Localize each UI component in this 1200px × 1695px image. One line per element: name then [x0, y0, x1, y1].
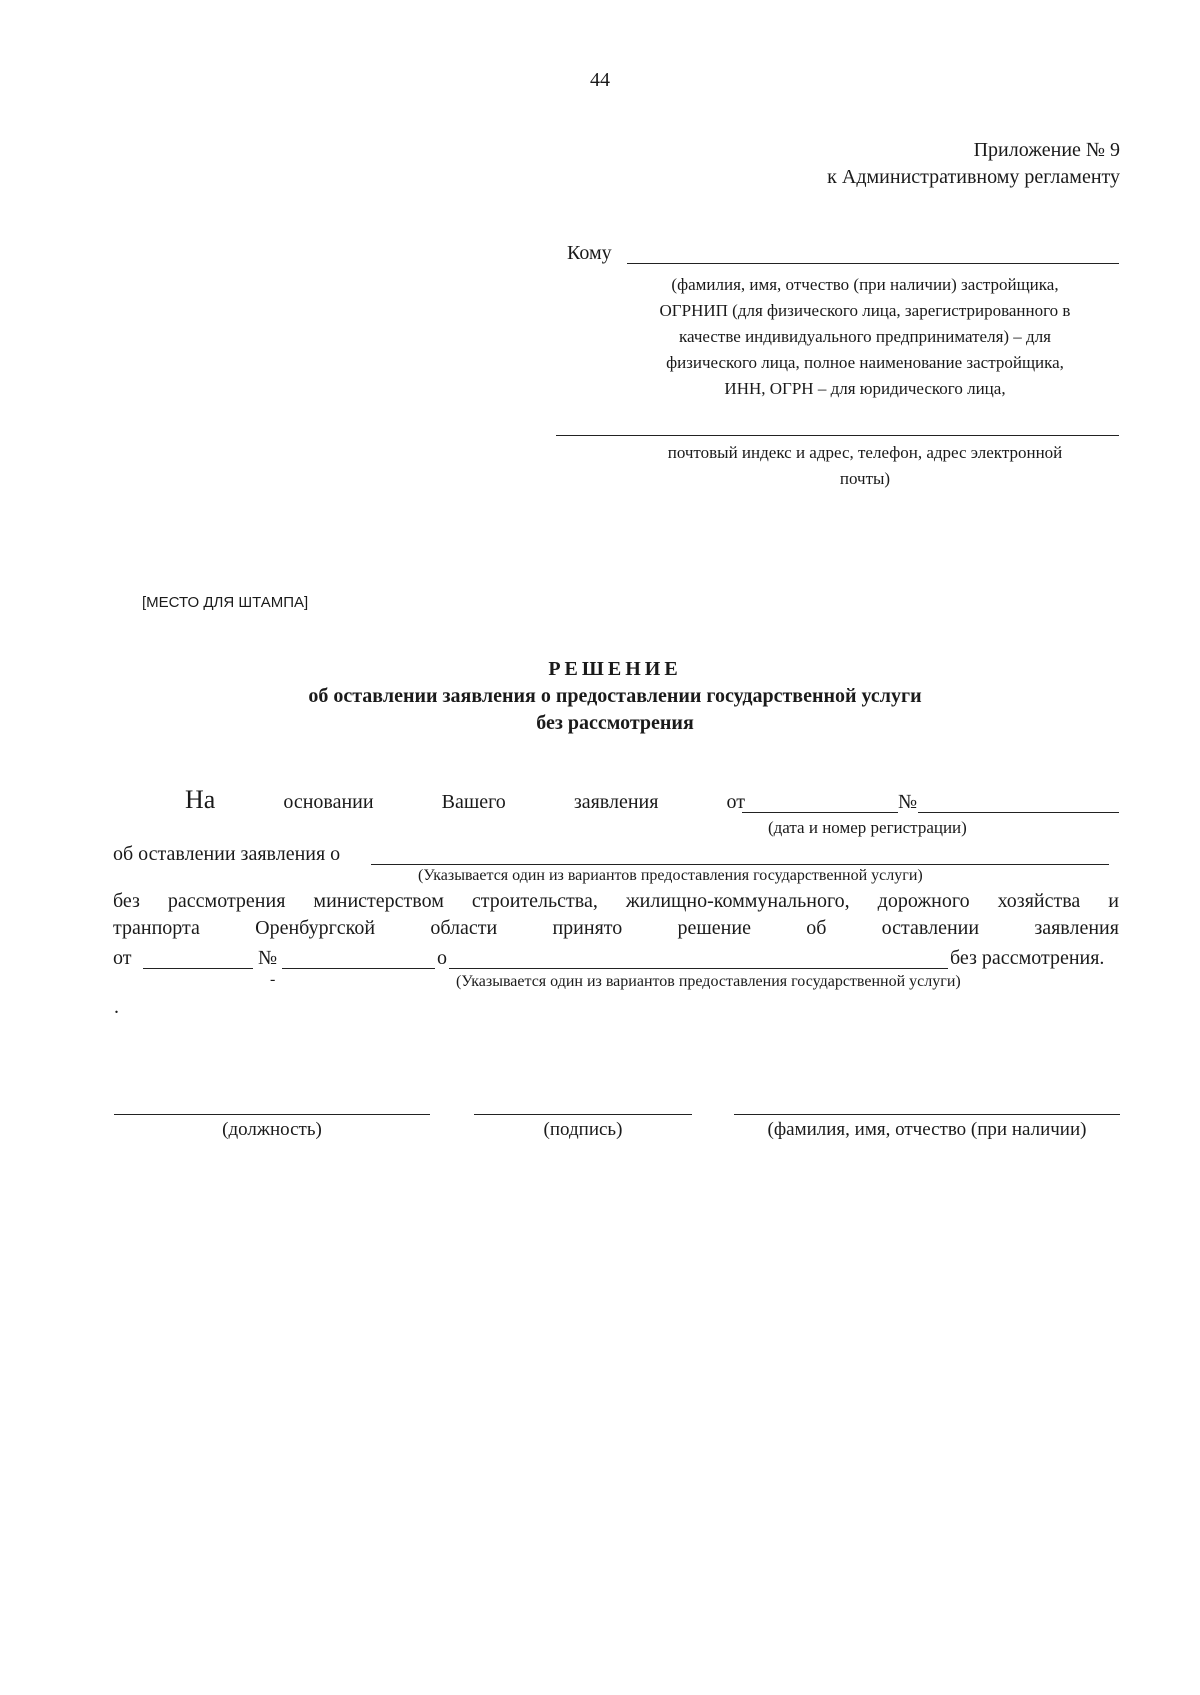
stamp-placeholder: [МЕСТО ДЛЯ ШТАМПА]: [142, 594, 309, 611]
recipient-field[interactable]: [627, 263, 1119, 264]
decision-service-field[interactable]: [449, 968, 948, 969]
date-field[interactable]: [742, 812, 898, 813]
decision-subtitle: об оставлении заявления о предоставлении государственной услуги: [308, 685, 922, 707]
row5-from: от: [113, 947, 132, 969]
row4: [113, 916, 1119, 940]
word: решение: [677, 917, 751, 939]
word: дорожного: [877, 890, 970, 912]
word: и: [1108, 890, 1119, 912]
word: заявления: [573, 791, 659, 813]
page-number: 44: [590, 69, 610, 91]
recipient-hint-line: ОГРНИП (для физического лица, зарегистрированного в: [659, 301, 1071, 320]
number-field[interactable]: [918, 812, 1119, 813]
row5-number-sign: №: [258, 947, 278, 969]
word: строительства,: [471, 890, 598, 912]
service-field[interactable]: [371, 864, 1109, 865]
recipient-label: Кому: [567, 242, 612, 264]
word: Вашего: [441, 791, 506, 813]
date-number-hint: (дата и номер регистрации): [768, 818, 967, 837]
word: жилищно-коммунального,: [625, 890, 850, 912]
row1: [185, 785, 745, 817]
address-hint-line: почтовый индекс и адрес, телефон, адрес электронной: [667, 443, 1063, 462]
service-hint: (Указывается один из вариантов предоставления государственной услуги): [418, 867, 923, 884]
word: основании: [283, 791, 374, 813]
number-sign: №: [898, 791, 918, 813]
row5-about: о: [437, 947, 447, 969]
word: принято: [552, 917, 623, 939]
word: хозяйства: [997, 890, 1081, 912]
decision-subtitle-2: без рассмотрения: [536, 712, 694, 734]
word: На: [185, 785, 216, 814]
row3: [113, 889, 1119, 913]
word: об: [806, 917, 827, 939]
decision-number-field[interactable]: [282, 968, 435, 969]
word: министерством: [313, 890, 444, 912]
full-name-label: (фамилия, имя, отчество (при наличии): [767, 1119, 1087, 1140]
recipient-hint: [600, 275, 1130, 405]
row2-label: об оставлении заявления о: [113, 843, 341, 865]
recipient-hint-line: качестве индивидуального предпринимателя) – для: [679, 327, 1051, 346]
decision-heading: РЕШЕНИЕ: [548, 658, 682, 680]
word: транпорта: [113, 917, 200, 939]
word: рассмотрения: [167, 890, 286, 912]
address-field[interactable]: [556, 435, 1119, 436]
address-hint: [600, 443, 1130, 495]
service-hint-2: (Указывается один из вариантов предоставления государственной услуги): [456, 973, 961, 990]
word: от: [726, 791, 745, 813]
word: заявления: [1034, 917, 1119, 939]
full-name-field[interactable]: [734, 1114, 1120, 1115]
word: оставлении: [881, 917, 980, 939]
position-field[interactable]: [114, 1114, 430, 1115]
word: без: [113, 890, 140, 912]
signature-label: (подпись): [543, 1119, 623, 1140]
appendix-title: Приложение № 9: [973, 139, 1120, 161]
decision-date-field[interactable]: [143, 968, 253, 969]
word: области: [430, 917, 498, 939]
row5-end: без рассмотрения.: [950, 947, 1105, 969]
signature-field[interactable]: [474, 1114, 692, 1115]
recipient-hint-line: физического лица, полное наименование застройщика,: [666, 353, 1064, 372]
recipient-hint-line: ИНН, ОГРН – для юридического лица,: [724, 379, 1006, 398]
stray-dot: .: [114, 996, 119, 1018]
position-label: (должность): [222, 1119, 322, 1140]
appendix-subtitle: к Административному регламенту: [827, 166, 1120, 188]
dash-mark: -: [270, 971, 276, 988]
word: Оренбургской: [255, 917, 376, 939]
address-hint-line: почты): [839, 469, 891, 488]
recipient-hint-line: (фамилия, имя, отчество (при наличии) застройщика,: [671, 275, 1059, 294]
